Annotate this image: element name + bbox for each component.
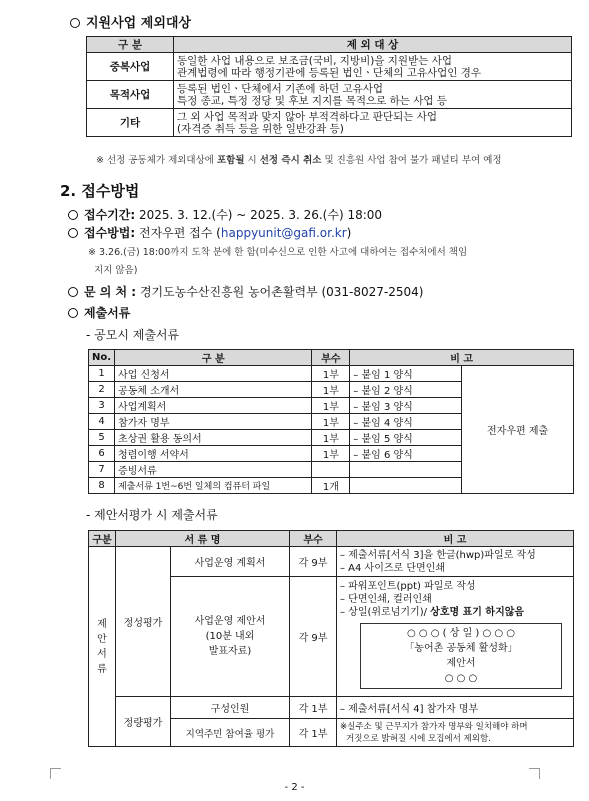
qualitative-label: 정성평가 xyxy=(116,547,171,697)
table2-header-name: 서 류 명 xyxy=(116,531,290,547)
exclusion-row-label: 목적사업 xyxy=(87,81,174,109)
table1-header-name: 구 분 xyxy=(115,350,312,366)
method-note: ※ 3.26.(금) 18:00까지 도착 분에 한 함(미수신으로 인한 사고에 대하여는 접수처에서 책임 지지 않음) xyxy=(88,247,468,276)
proposal-table: 구분 서 류 명 부수 비 고 제 안 서 류 정성평가 사업운영 계획서 각 9부 – 제출서류[서식 3]을 한글(hwp)파일로 작성 – A4 사이즈로 단면인쇄 사업운영 제안서 (10분 내외 발표자료) 각 9부 – 파워포인트(ppt) 파일로 작성 – 단면인쇄, 컬러인쇄 – 상일(위로넘기기)/ 상호명 표기 하지않음 ○ ○ ○ ( 상 일 ) ○ ○ ○ 「농어촌 공동체 활성화」 제안서 ○ ○ ○ 정량평가 구성인원 각 1부 – 제출서류[서식 4] 참가자 명부 지역주민 참여율 평가 각 1부 ※실주소 및 근무지가 참가자 명부와 일치해야 하며 거짓으로 밝혀질 시에 모집에서 제외함. xyxy=(88,530,574,747)
table-row: 5 초상권 활용 동의서 1부 – 붙임 5 양식 xyxy=(89,430,574,446)
table2-header-category: 구분 xyxy=(89,531,116,547)
table-row: 8 제출서류 1번~6번 일체의 컴퓨터 파일 1개 xyxy=(89,478,574,494)
exclusion-row-label: 기타 xyxy=(87,109,174,137)
merged-remark: 전자우편 제출 xyxy=(462,366,574,494)
table-row: 6 청렴이행 서약서 1부 – 붙임 6 양식 xyxy=(89,446,574,462)
sub1-title: - 공모시 제출서류 xyxy=(86,328,180,342)
section2-title: 2. 접수방법 xyxy=(60,182,140,200)
contact-line: 문 의 처 : 경기도농수산진흥원 농어촌활력부 (031-8027-2504) xyxy=(68,283,423,300)
table-row: 1 사업 신청서 1부 – 붙임 1 양식 전자우편 제출 xyxy=(89,366,574,382)
exclusion-heading: 지원사업 제외대상 xyxy=(70,12,191,31)
page-corner-mark xyxy=(529,768,540,779)
table1-header-count: 부수 xyxy=(312,350,350,366)
circle-bullet-icon xyxy=(70,18,80,28)
period-line: 접수기간: 2025. 3. 12.(수) ~ 2025. 3. 26.(수) 18:00 xyxy=(68,206,382,223)
table1-header-note: 비 고 xyxy=(350,350,574,366)
table2-doc-name: 구성인원 xyxy=(171,697,290,719)
docs-title: 제출서류 xyxy=(68,304,130,321)
circle-bullet-icon xyxy=(68,228,78,238)
table2-doc-name: 사업운영 계획서 xyxy=(171,547,290,577)
method-line: 접수방법: 전자우편 접수 (happyunit@gafi.or.kr) xyxy=(68,224,351,241)
exclusion-row-line: 등록된 법인ㆍ단체에서 기존에 하던 고유사업 xyxy=(177,82,384,95)
exclusion-row-line: 동일한 사업 내용으로 보조금(국비, 지방비)을 지원받는 사업 xyxy=(177,54,452,67)
exclusion-note: ※ 선정 공동체가 제외대상에 포함될 시 선정 즉시 취소 및 진흥원 사업 참여 불가 패널티 부여 예정 xyxy=(96,155,502,166)
sub2-title: - 제안서평가 시 제출서류 xyxy=(86,508,218,522)
email-link[interactable]: happyunit@gafi.or.kr xyxy=(220,226,347,240)
submission-table xyxy=(88,349,574,494)
cover-sample-box: ○ ○ ○ ( 상 일 ) ○ ○ ○ 「농어촌 공동체 활성화」 제안서 ○ ○ ○ xyxy=(360,623,562,689)
exclusion-table xyxy=(86,36,572,137)
table2-header-count: 부수 xyxy=(290,531,337,547)
table2-header-note: 비 고 xyxy=(337,531,574,547)
exclusion-header-target: 제 외 대 상 xyxy=(174,37,572,53)
proposal-group-label: 제 안 서 류 xyxy=(89,547,116,747)
exclusion-row-line: 특정 종교, 특정 정당 및 후보 지지를 목적으로 하는 사업 등 xyxy=(177,94,448,107)
circle-bullet-icon xyxy=(68,210,78,220)
table2-doc-name: 지역주민 참여율 평가 xyxy=(171,719,290,747)
exclusion-row-line: 그 외 사업 목적과 맞지 않아 부적격하다고 판단되는 사업 xyxy=(177,110,437,123)
circle-bullet-icon xyxy=(68,308,78,318)
page-number: - 2 - xyxy=(284,782,305,793)
quantitative-label: 정량평가 xyxy=(116,697,171,747)
table-row: 3 사업계획서 1부 – 붙임 3 양식 xyxy=(89,398,574,414)
page-corner-mark xyxy=(50,768,61,779)
table2-doc-name: 사업운영 제안서 (10분 내외 발표자료) xyxy=(171,577,290,697)
exclusion-header-category: 구 분 xyxy=(87,37,174,53)
table-row: 2 공동체 소개서 1부 – 붙임 2 양식 xyxy=(89,382,574,398)
table1-header-no: No. xyxy=(89,350,115,366)
exclusion-row-line: 관계법령에 따라 행정기관에 등록된 법인ㆍ단체의 고유사업인 경우 xyxy=(177,66,482,79)
circle-bullet-icon xyxy=(68,287,78,297)
table-row: 4 참가자 명부 1부 – 붙임 4 양식 xyxy=(89,414,574,430)
table-row: 7 증빙서류 xyxy=(89,462,574,478)
exclusion-row-line: (자격증 취득 등을 위한 일반강좌 등) xyxy=(177,122,344,135)
exclusion-row-label: 중복사업 xyxy=(87,53,174,81)
